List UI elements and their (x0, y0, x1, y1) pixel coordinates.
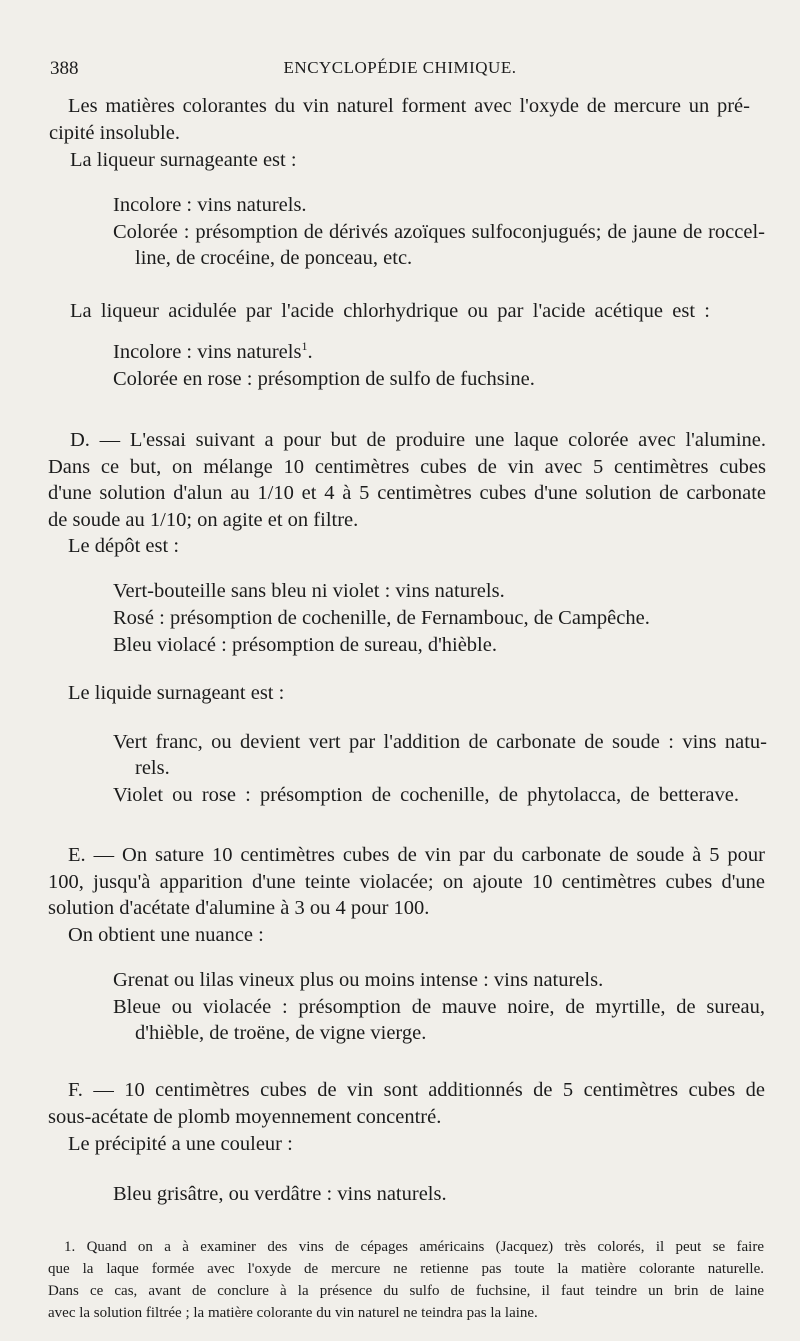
footnote-line: que la laque formée avec l'oxyde de mercure ne retienne pas toute la matière colorante naturelle. (48, 1261, 764, 1277)
text-line: Bleu grisâtre, ou verdâtre : vins naturels. (113, 1183, 447, 1205)
text-line: Colorée en rose : présomption de sulfo de fuchsine. (113, 368, 535, 390)
text-line: Incolore : vins naturels. (113, 194, 307, 216)
text-line: La liqueur surnageante est : (70, 149, 297, 171)
text-line: 100, jusqu'à apparition d'une teinte violacée; on ajoute 10 centimètres cubes d'une (48, 871, 765, 893)
text-line: Les matières colorantes du vin naturel forment avec l'oxyde de mercure un pré- (68, 95, 750, 117)
text-line: d'une solution d'alun au 1/10 et 4 à 5 centimètres cubes d'une solution de carbonate (48, 482, 766, 504)
text-line: Bleu violacé : présomption de sureau, d'hièble. (113, 634, 497, 656)
footnote-line: avec la solution filtrée ; la matière colorante du vin naturel ne teindra pas la laine. (48, 1305, 538, 1321)
text-line: line, de crocéine, de ponceau, etc. (135, 247, 413, 269)
text-line: de soude au 1/10; on agite et on filtre. (48, 509, 359, 531)
text-line: Le précipité a une couleur : (68, 1133, 293, 1155)
text-line: Vert-bouteille sans bleu ni violet : vins naturels. (113, 580, 505, 602)
running-title: ENCYCLOPÉDIE CHIMIQUE. (283, 58, 517, 77)
text-line: Incolore : vins naturels$^1$. (113, 339, 313, 363)
text-line: sous-acétate de plomb moyennement concentré. (48, 1106, 442, 1128)
text-line: solution d'acétate d'alumine à 3 ou 4 pour 100. (48, 897, 430, 919)
text-line: Violet ou rose : présomption de cochenille, de phytolacca, de betterave. (113, 784, 739, 806)
text-line: Le dépôt est : (68, 535, 180, 557)
text-line: E. — On sature 10 centimètres cubes de vin par du carbonate de soude à 5 pour (68, 844, 765, 866)
text-line: d'hièble, de troëne, de vigne vierge. (135, 1022, 427, 1044)
page-header (50, 58, 750, 84)
footnote-line: Dans ce cas, avant de conclure à la présence du sulfo de fuchsine, il faut teindre un brin de laine (48, 1283, 764, 1299)
text-line: Vert franc, ou devient vert par l'addition de carbonate de soude : vins natu- (113, 731, 767, 753)
text-line: rels. (135, 757, 170, 779)
footnote-ref: 1 (301, 339, 308, 354)
text-line: Dans ce but, on mélange 10 centimètres cubes de vin avec 5 centimètres cubes (48, 456, 766, 478)
text-line: On obtient une nuance : (68, 924, 264, 946)
text-line: Rosé : présomption de cochenille, de Fernambouc, de Campêche. (113, 607, 650, 629)
text-line: cipité insoluble. (49, 122, 180, 144)
text-line: F. — 10 centimètres cubes de vin sont additionnés de 5 centimètres cubes de (68, 1079, 765, 1101)
page-number: 388 (50, 58, 79, 79)
text-line: Bleue ou violacée : présomption de mauve noire, de myrtille, de sureau, (113, 996, 765, 1018)
text-line: Colorée : présomption de dérivés azoïques sulfoconjugués; de jaune de roccel- (113, 221, 765, 243)
text-line: Le liquide surnageant est : (68, 682, 285, 704)
text-line: D. — L'essai suivant a pour but de produire une laque colorée avec l'alumine. (70, 429, 766, 451)
text-line: Grenat ou lilas vineux plus ou moins intense : vins naturels. (113, 969, 604, 991)
footnote-line: 1. Quand on a à examiner des vins de cépages américains (Jacquez) très colorés, il peut se faire (64, 1239, 764, 1255)
text-line: La liqueur acidulée par l'acide chlorhydrique ou par l'acide acétique est : (70, 300, 710, 322)
